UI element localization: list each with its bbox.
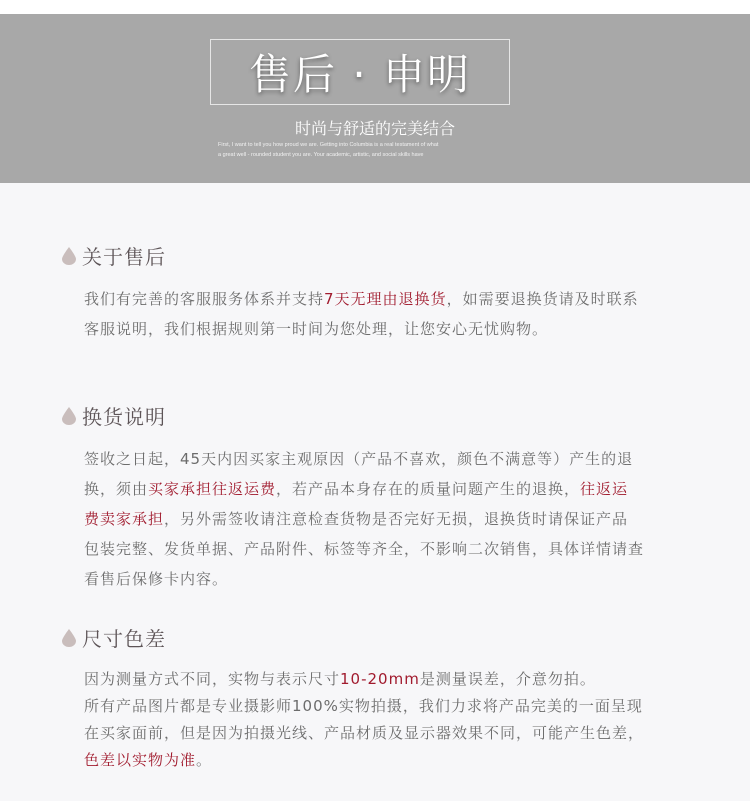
section-title-text: 尺寸色差 [82, 627, 166, 651]
section-title [62, 623, 662, 652]
body-text: 。 [196, 751, 213, 769]
section-title [62, 401, 662, 430]
body-text: 我们有完善的客服服务体系并支持 [84, 290, 325, 308]
section-size-color [62, 623, 662, 774]
section-body [84, 444, 644, 594]
body-text: 是测量误差，介意勿拍。 [419, 670, 596, 688]
drop-icon [62, 629, 76, 647]
english-line-1: First, I want to tell you how proud we are. Getting into Columbia is a real testament of what [218, 142, 439, 148]
english-line-2: a great well - rounded student you are. Your academic, artistic, and social skills have [218, 152, 424, 158]
body-text: ，若产品本身存在的质量问题产生的退换， [276, 480, 581, 498]
page-subtitle: 时尚与舒适的完美结合 [294, 119, 455, 138]
english-caption [218, 140, 538, 160]
highlight-text: 10-20mm [340, 670, 420, 688]
header-banner [0, 14, 750, 183]
section-title [62, 241, 662, 270]
drop-icon [62, 247, 76, 265]
section-after-sales [62, 241, 662, 344]
content-area [0, 183, 750, 801]
body-text: 因为测量方式不同，实物与表示尺寸 [84, 670, 341, 688]
highlight-text: 买家承担往返运费 [148, 480, 277, 498]
body-text: 签收之日起，45天内因买家主观原因（产品不喜欢，颜色不满意等）产生的退换，须由 [84, 450, 634, 498]
title-frame [210, 39, 510, 105]
body-text: ，另外需签收请注意检查货物是否完好无损，退换货时请保证产品包装完整、发货单据、产品附件、标签等齐全，不影响二次销售，具体详情请查看售后保修卡内容。 [84, 510, 645, 588]
section-title-text: 关于售后 [82, 245, 166, 269]
highlight-text: 往返运费卖家承担 [84, 480, 629, 528]
page-title: 售后 · 申明 [248, 50, 472, 99]
highlight-text: 7天无理由退换货 [324, 290, 447, 308]
body-text: 所有产品图片都是专业摄影师100%实物拍摄，我们力求将产品完美的一面呈现在买家面前，但是因为拍摄光线、产品材质及显示器效果不同，可能产生色差， [84, 697, 645, 742]
section-body [84, 284, 644, 344]
section-title-text: 换货说明 [82, 405, 166, 429]
highlight-text: 色差以实物为准 [84, 751, 197, 769]
body-text: ，如需要退换货请及时联系客服说明，我们根据规则第一时间为您处理，让您安心无忧购物。 [84, 290, 639, 338]
section-exchange [62, 401, 662, 594]
section-body [84, 666, 644, 774]
drop-icon [62, 407, 76, 425]
